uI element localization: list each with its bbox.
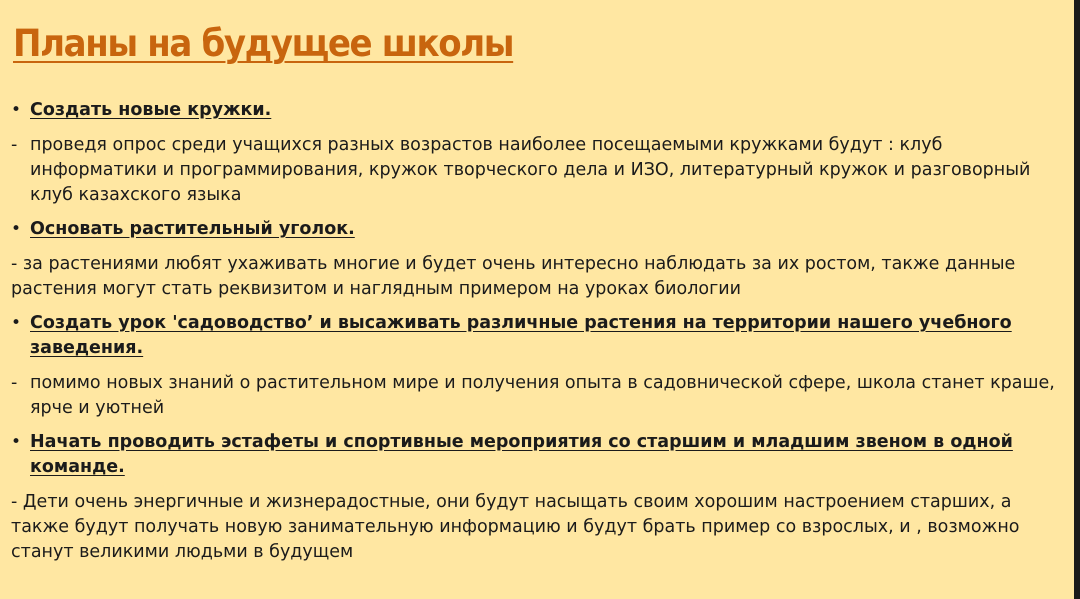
bullet-marker: • <box>11 100 22 120</box>
slide-title: Планы на будущее школы <box>13 22 514 65</box>
bullet-item <box>0 217 1068 242</box>
bullet-item <box>0 430 1068 480</box>
plain-paragraph-text: - Дети очень энергичные и жизнерадостные, они будут насыщать своим хорошим настроением старших, а также будут получать новую занимательную информацию и будут брать пример со взрослых, и , возможно станут великими людьми в будущем <box>11 492 1020 562</box>
dash-item <box>0 371 1068 421</box>
bullet-heading: Начать проводить эстафеты и спортивные мероприятия со старшим и младшим звеном в одной команде. <box>30 432 1013 477</box>
bullet-heading: Создать урок 'садоводство’ и высаживать различные растения на территории нашего учебного заведения. <box>30 313 1012 358</box>
dash-paragraph: проведя опрос среди учащихся разных возрастов наиболее посещаемыми кружками будут : клуб информатики и программирования, кружок творческого дела и ИЗО, литературный кружок и разговорный клуб казахского языка <box>30 135 1031 205</box>
bullet-item <box>0 311 1068 361</box>
plain-paragraph <box>0 252 1068 302</box>
dash-item <box>0 133 1068 208</box>
bullet-marker: • <box>11 313 22 333</box>
bullet-marker: • <box>11 432 22 452</box>
dash-paragraph: помимо новых знаний о растительном мире и получения опыта в садовнической сфере, школа станет краше, ярче и уютней <box>30 373 1055 418</box>
plain-paragraph <box>0 490 1068 565</box>
bullet-marker: • <box>11 219 22 239</box>
bullet-heading: Создать новые кружки. <box>30 100 272 120</box>
slide-content <box>0 98 1068 565</box>
plain-paragraph-text: - за растениями любят ухаживать многие и будет очень интересно наблюдать за их ростом, также данные растения могут стать реквизитом и наглядным примером на уроках биологии <box>11 254 1016 299</box>
dash-marker: - <box>11 373 18 393</box>
bullet-heading: Основать растительный уголок. <box>30 219 355 239</box>
bullet-item <box>0 98 1068 123</box>
dash-marker: - <box>11 135 18 155</box>
slide-edge <box>1074 0 1080 599</box>
